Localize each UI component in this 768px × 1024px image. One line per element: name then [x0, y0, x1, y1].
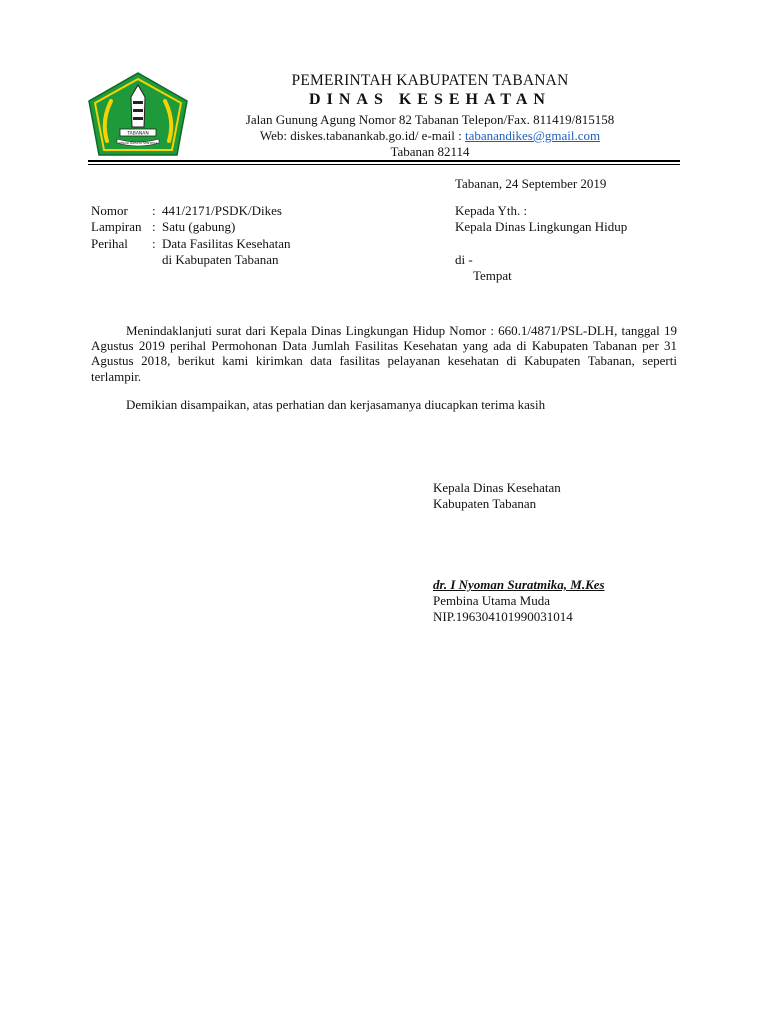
letterhead-rule-thick	[88, 160, 680, 162]
web-email-line	[190, 128, 670, 144]
signer-nip: NIP.196304101990031014	[433, 609, 573, 624]
perihal-value-line2: di Kabupaten Tabanan	[162, 252, 279, 267]
signature-title-2: Kabupaten Tabanan	[433, 496, 537, 511]
perihal-colon: :	[152, 236, 156, 251]
web-address: Web: diskes.tabanankab.go.id/ e-mail :	[259, 128, 465, 143]
office-name: DINAS KESEHATAN	[309, 91, 551, 108]
perihal-value-line1: Data Fasilitas Kesehatan	[162, 236, 291, 251]
nomor-value: 441/2171/PSDK/Dikes	[162, 203, 282, 218]
letter-date: Tabanan, 24 September 2019	[455, 176, 607, 191]
body-paragraph-2: Demikian disampaikan, atas perhatian dan kerjasamanya diucapkan terima kasih	[126, 397, 546, 412]
signer-rank: Pembina Utama Muda	[433, 593, 550, 608]
city-postcode: Tabanan 82114	[390, 144, 470, 159]
svg-text:TABANAN: TABANAN	[127, 131, 149, 137]
lampiran-value: Satu (gabung)	[162, 219, 236, 234]
office-address: Jalan Gunung Agung Nomor 82 Tabanan Telepon/Fax. 811419/815158	[245, 112, 615, 127]
letterhead-rule-thin	[88, 164, 680, 165]
signer-name: dr. I Nyoman Suratmika, M.Kes	[433, 577, 605, 592]
recipient-place: Tempat	[473, 268, 512, 283]
recipient-di: di -	[455, 252, 473, 267]
recipient-name: Kepala Dinas Lingkungan Hidup	[455, 219, 628, 234]
svg-text:SERASI RAHAYU SENTOSA: SERASI RAHAYU SENTOSA	[118, 141, 158, 145]
email-link[interactable]: tabanandikes@gmail.com	[465, 128, 601, 143]
lampiran-colon: :	[152, 219, 156, 234]
government-name: PEMERINTAH KABUPATEN TABANAN	[291, 72, 569, 89]
body-paragraph-1: Menindaklanjuti surat dari Kepala Dinas Lingkungan Hidup Nomor : 660.1/4871/PSL-DLH, tanggal 19 Agustus 2019 perihal Permohonan Data Jumlah Fasilitas Kesehatan yang ada di Kabupaten Tabanan per 31 Agustus 2018, berikut kami kirimkan data fasilitas pelayanan kesehatan di Kabupaten Tabanan, seperti terlampir.	[91, 323, 677, 384]
tabanan-regency-emblem-icon	[87, 71, 189, 157]
perihal-label: Perihal	[91, 236, 128, 251]
lampiran-label: Lampiran	[91, 219, 142, 234]
signature-title-1: Kepala Dinas Kesehatan	[433, 480, 561, 495]
recipient-greeting: Kepada Yth. :	[455, 203, 528, 218]
nomor-colon: :	[152, 203, 156, 218]
nomor-label: Nomor	[91, 203, 128, 218]
